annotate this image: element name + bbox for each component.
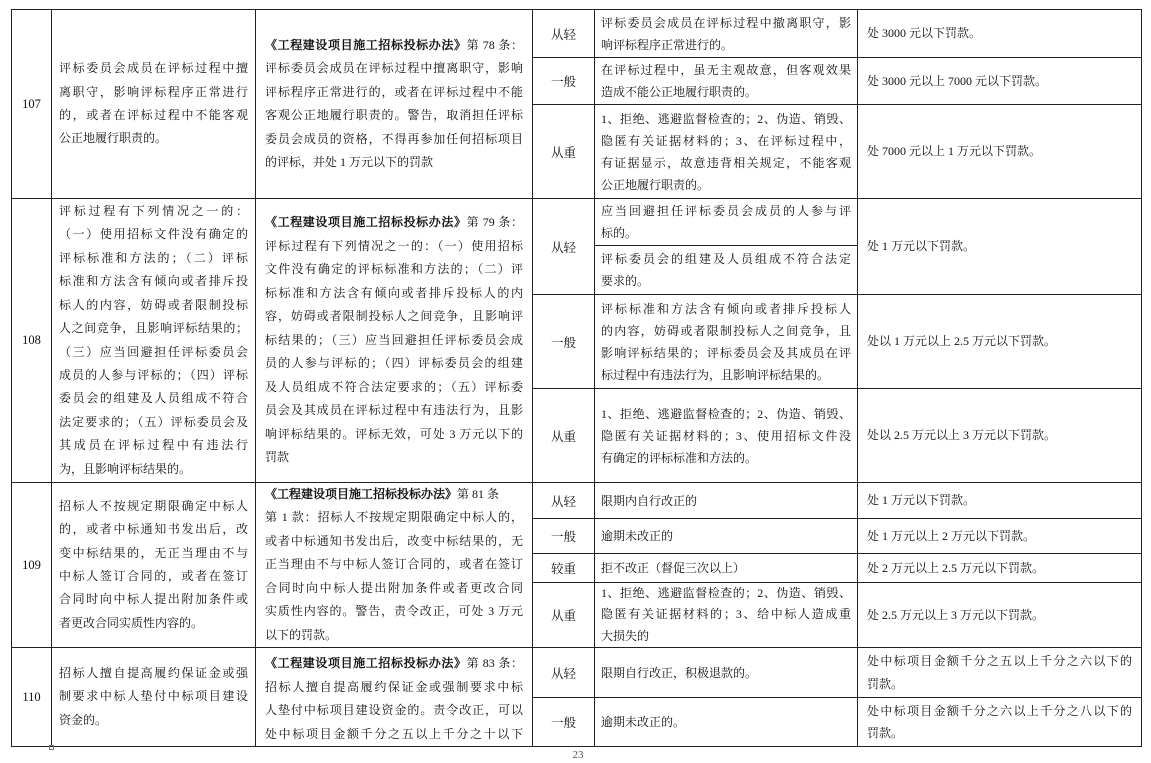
text-line: 的评标，并处 1 万元以下的罚款 bbox=[265, 155, 434, 169]
text-line: 造成不能公正地履行职责的。 bbox=[601, 85, 758, 99]
text-line: 招标人擅自提高履约保证金或强 bbox=[59, 665, 248, 680]
legal-basis-cell bbox=[255, 647, 533, 747]
text-line: 其成员在评标过程中有违法行 bbox=[59, 438, 248, 453]
text-line: 标的。 bbox=[601, 226, 638, 240]
text-line: 以下的罚款。 bbox=[265, 627, 338, 642]
regulation-title: 《工程建设项目施工招标投标办法》 bbox=[265, 656, 467, 670]
text-line: 委员会的组建及人员组成不符合 bbox=[59, 391, 248, 406]
legal-basis-text bbox=[265, 57, 523, 175]
penalty-cell bbox=[857, 582, 1142, 648]
text-line: 在评标过程中，虽无主观故意，但客观效果 bbox=[601, 63, 851, 77]
violation-cell bbox=[51, 198, 256, 483]
text-line: 评标程序正常进行的，或者在评标过程中不能 bbox=[265, 84, 523, 99]
text-line: 标过程中有违法行为，且影响评标结果的。 bbox=[601, 367, 830, 382]
legal-basis-cell bbox=[255, 198, 533, 483]
text-line: 人垫付中标项目建设资金的。责令改正，可以 bbox=[265, 703, 523, 717]
level-cell: 一般 bbox=[532, 57, 595, 105]
text-line: 变中标结果的，无正当理由不与 bbox=[59, 545, 248, 560]
text-line: 公正地履行职责的。 bbox=[59, 131, 168, 146]
text-line: 处 2.5 万元以上 3 万元以下罚款。 bbox=[867, 607, 1045, 622]
legal-basis-text bbox=[265, 676, 523, 747]
text-line: 罚款。 bbox=[867, 676, 904, 691]
text-line: 成员的人参与评标的；（四）评标 bbox=[59, 367, 248, 382]
text-line: 评标标准和方法含有倾向或者排斥投标人 bbox=[601, 301, 851, 316]
text-line: 员会及其成员在评标过程中有违法行为，且影 bbox=[265, 403, 523, 418]
text-line: 处 3000 元以上 7000 元以下罚款。 bbox=[867, 73, 1048, 88]
text-line: 实质性内容的。警告，责令改正，可处 3 万元 bbox=[265, 604, 523, 619]
row-number-cell: 109 bbox=[11, 482, 52, 648]
row-number-cell: 110 bbox=[11, 647, 52, 747]
text-line: 处以 1 万元以上 2.5 万元以下罚款。 bbox=[867, 334, 1057, 349]
circumstance-cell bbox=[594, 294, 858, 389]
text-line: 标标准和方法含有倾向或者排斥投标人的内 bbox=[265, 285, 523, 300]
text-line: 资金的。 bbox=[59, 712, 108, 727]
text-line: 中标人签订合同的，或者在签订 bbox=[59, 569, 248, 583]
level-cell: 从重 bbox=[532, 388, 595, 483]
text-line: 处 3000 元以下罚款。 bbox=[867, 26, 982, 41]
text-line: 招标人不按规定期限确定中标人 bbox=[59, 498, 248, 513]
text-line: （三）应当回避担任评标委员会 bbox=[59, 344, 248, 359]
legal-basis-text bbox=[265, 506, 523, 647]
text-line: 响评标程序正常进行的。 bbox=[601, 37, 734, 52]
circumstance-cell bbox=[594, 482, 858, 519]
text-line: 1、拒绝、逃避监督检查的；2、伪造、销毁、 bbox=[601, 111, 851, 126]
text-line: 标人的内容，妨碍或者限制投标 bbox=[59, 297, 248, 312]
text-line: 处 7000 元以上 1 万元以下罚款。 bbox=[867, 144, 1042, 159]
penalty-cell bbox=[857, 482, 1142, 519]
text-line: 或者中标通知书发出后，改变中标结果的，无 bbox=[265, 533, 523, 548]
circumstance-cell bbox=[594, 647, 858, 698]
text-line: 1、拒绝、逃避监督检查的；2、伪造、销毁、 bbox=[601, 406, 851, 421]
text-line: 评标委员会成员在评标过程中擅 bbox=[59, 61, 248, 76]
penalty-cell bbox=[857, 104, 1142, 199]
text-line: 要求的。 bbox=[601, 274, 650, 288]
level-cell: 从重 bbox=[532, 104, 595, 199]
text-line: 处 1 万元以下罚款。 bbox=[867, 493, 976, 508]
circumstance-cell bbox=[594, 198, 858, 246]
text-line: 限期内自行改正的 bbox=[601, 493, 698, 508]
circumstance-cell bbox=[594, 582, 858, 648]
text-line: 处中标项目金额千分之五以上千分之六以下的 bbox=[867, 654, 1132, 668]
text-line: 有确定的评标标准和方法的。 bbox=[601, 450, 758, 465]
table-end-marker bbox=[49, 745, 54, 750]
text-line: 招标人擅自提高履约保证金或强制要求中标 bbox=[265, 679, 523, 694]
text-line: 评标委员会成员在评标过程中擅离职守，影响 bbox=[265, 61, 523, 75]
circumstance-cell bbox=[594, 518, 858, 554]
text-line: 容，妨碍或者限制投标人之间竞争，且影响评 bbox=[265, 309, 523, 324]
text-line: 逾期未改正的。 bbox=[601, 715, 686, 729]
level-cell: 较重 bbox=[532, 553, 595, 583]
text-line: 隐匿有关证据材料的；3、给中标人造成重 bbox=[601, 607, 851, 622]
circumstance-cell bbox=[594, 104, 858, 199]
text-line: 应当回避担任评标委员会成员的人参与评 bbox=[601, 204, 851, 218]
text-line: 大损失的 bbox=[601, 628, 650, 643]
circumstance-cell bbox=[594, 245, 858, 295]
text-line: 罚款。 bbox=[867, 726, 904, 740]
text-line: 逾期未改正的 bbox=[601, 529, 674, 543]
penalty-cell bbox=[857, 9, 1142, 58]
level-cell: 从轻 bbox=[532, 198, 595, 295]
circumstance-cell bbox=[594, 388, 858, 483]
violation-cell bbox=[51, 9, 256, 199]
text-line: 标准和方法含有倾向或者排斥投 bbox=[59, 274, 248, 289]
text-line: 隐匿有关证据材料的；3、在评标过程中， bbox=[601, 133, 851, 148]
text-line: 文件没有确定的评标标准和方法的；（二）评 bbox=[265, 262, 523, 277]
row-number-cell: 108 bbox=[11, 198, 52, 483]
text-line: 标结果的；（三）应当回避担任评标委员会成 bbox=[265, 332, 523, 347]
legal-basis-cell bbox=[255, 9, 533, 199]
text-line: 处中标项目金额千分之五以上千分之十以下 bbox=[265, 726, 523, 741]
text-line: 评标委员会的组建及人员组成不符合法定 bbox=[601, 252, 851, 266]
text-line: 合同时向中标人提出附加条件或 bbox=[59, 592, 248, 607]
article-number: 第 79 条： bbox=[466, 215, 523, 230]
text-line: 处 1 万元以上 2 万元以下罚款。 bbox=[867, 528, 1036, 543]
regulation-title: 《工程建设项目施工招标投标办法》 bbox=[265, 215, 467, 230]
penalty-cell bbox=[857, 57, 1142, 105]
text-line: 评标委员会成员在评标过程中撤离职守，影 bbox=[601, 15, 851, 30]
penalty-cell bbox=[857, 198, 1142, 295]
level-cell: 从重 bbox=[532, 582, 595, 648]
text-line: 公正地履行职责的。 bbox=[601, 177, 710, 192]
text-line: 员的人参与评标的；（四）评标委员会的组建 bbox=[265, 356, 523, 371]
level-cell: 一般 bbox=[532, 294, 595, 389]
text-line: 处以 2.5 万元以上 3 万元以下罚款。 bbox=[867, 428, 1057, 443]
regulation-title: 《工程建设项目施工招标投标办法》 bbox=[265, 37, 467, 52]
article-number: 第 81 条 bbox=[457, 486, 500, 501]
penalty-cell bbox=[857, 388, 1142, 483]
text-line: 为，且影响评标结果的。 bbox=[59, 461, 192, 476]
row-number-cell: 107 bbox=[11, 9, 52, 199]
text-line: 隐匿有关证据材料的；3、使用招标文件没 bbox=[601, 428, 851, 443]
penalty-cell bbox=[857, 647, 1142, 698]
text-line: 合同时向中标人提出附加条件或者更改合同 bbox=[265, 580, 523, 595]
text-line: 及人员组成不符合法定要求的；（五）评标委 bbox=[265, 379, 523, 394]
circumstance-cell bbox=[594, 697, 858, 747]
text-line: 客观公正地履行职责的。警告，取消担任评标 bbox=[265, 108, 523, 122]
text-line: 第 1 款：招标人不按规定期限确定中标人的， bbox=[265, 510, 523, 525]
text-line: 评标过程有下列情况之一的： bbox=[59, 204, 248, 219]
text-line: 制要求中标人垫付中标项目建设 bbox=[59, 689, 248, 704]
legal-basis-heading bbox=[265, 34, 523, 58]
text-line: 的，或者在评标过程中不能客观 bbox=[59, 108, 248, 122]
legal-basis-heading bbox=[265, 652, 523, 676]
text-line: 罚款 bbox=[265, 450, 290, 465]
text-line: 限期自行改正，积极退款的。 bbox=[601, 665, 758, 680]
penalty-cell bbox=[857, 697, 1142, 747]
text-line: 处 1 万元以下罚款。 bbox=[867, 239, 976, 254]
text-line: 处中标项目金额千分之六以上千分之八以下的 bbox=[867, 703, 1132, 718]
text-line: 离职守，影响评标程序正常进行 bbox=[59, 84, 248, 99]
text-line: 正当理由不与中标人签订合同的，或者在签订 bbox=[265, 557, 523, 572]
legal-basis-cell bbox=[255, 482, 533, 648]
text-line: （一）使用招标文件没有确定的 bbox=[59, 227, 248, 242]
page-number: 23 bbox=[572, 749, 584, 761]
text-line: 影响评标结果的；评标委员会及其成员在评 bbox=[601, 345, 851, 360]
circumstance-cell bbox=[594, 57, 858, 105]
violation-cell bbox=[51, 647, 256, 747]
legal-basis-text bbox=[265, 235, 523, 470]
level-cell: 从轻 bbox=[532, 482, 595, 519]
level-cell: 一般 bbox=[532, 518, 595, 554]
text-line: 的内容，妨碍或者限制投标人之间竞争，且 bbox=[601, 323, 851, 338]
level-cell: 一般 bbox=[532, 697, 595, 747]
circumstance-cell bbox=[594, 553, 858, 583]
article-number: 第 78 条： bbox=[466, 37, 523, 52]
legal-basis-heading bbox=[265, 211, 523, 235]
text-line: 评标过程有下列情况之一的：（一）使用招标 bbox=[265, 238, 523, 253]
text-line: 者更改合同实质性内容的。 bbox=[59, 615, 204, 630]
circumstance-cell bbox=[594, 9, 858, 58]
text-line: 委员会成员的资格，不得再参加任何招标项目 bbox=[265, 131, 523, 146]
violation-cell bbox=[51, 482, 256, 648]
text-line: 有证据显示，故意违背相关规定，不能客观 bbox=[601, 155, 851, 170]
text-line: 的，或者中标通知书发出后，改 bbox=[59, 522, 248, 537]
penalty-cell bbox=[857, 553, 1142, 583]
penalty-cell bbox=[857, 518, 1142, 554]
text-line: 法定要求的；（五）评标委员会及 bbox=[59, 414, 248, 429]
text-line: 响评标结果的。评标无效，可处 3 万元以下的 bbox=[265, 426, 523, 441]
text-line: 处 2 万元以上 2.5 万元以下罚款。 bbox=[867, 560, 1045, 575]
text-line: 拒不改正（督促三次以上） bbox=[601, 561, 746, 575]
level-cell: 从轻 bbox=[532, 9, 595, 58]
level-cell: 从轻 bbox=[532, 647, 595, 698]
text-line: 1、拒绝、逃避监督检查的；2、伪造、销毁、 bbox=[601, 585, 851, 600]
penalty-cell bbox=[857, 294, 1142, 389]
text-line: 评标标准和方法的；（二）评标 bbox=[59, 250, 248, 265]
article-number: 第 83 条： bbox=[466, 656, 523, 670]
legal-basis-heading bbox=[265, 483, 523, 507]
regulation-title: 《工程建设项目施工招标投标办法》 bbox=[265, 486, 458, 501]
text-line: 人之间竞争，且影响评标结果的； bbox=[59, 321, 248, 336]
